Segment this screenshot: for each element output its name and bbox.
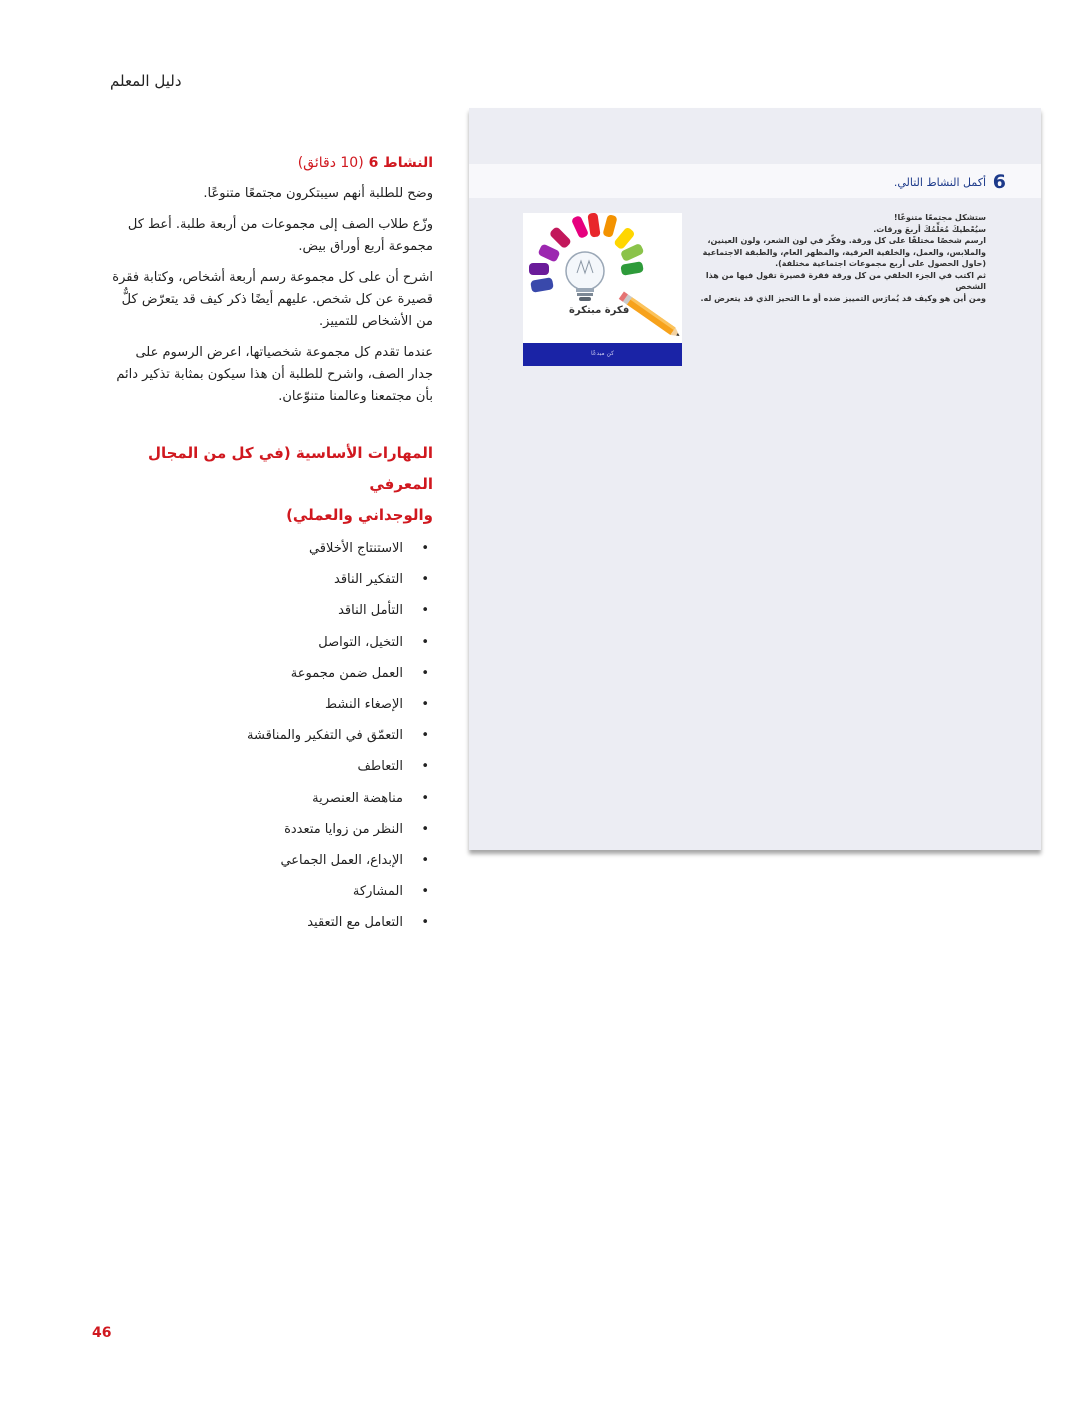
skills-list xyxy=(108,533,433,938)
activity-title: النشاط 6 xyxy=(368,155,433,171)
activity-duration: (10 دقائق) xyxy=(297,155,364,171)
header-title: دليل المعلم xyxy=(110,72,182,90)
task-title: أكمل النشاط التالي. xyxy=(893,176,986,189)
activity-paragraph-3: اشرح أن على كل مجموعة رسم أربعة أشخاص، وكتابة فقرة قصيرة عن كل شخص. عليهم أيضًا ذكر كيف قد يتعرّض كلٌّ من الأشخاص للتمييز. xyxy=(112,270,433,329)
skills-heading-line-1: المهارات الأساسية (في كل من المجال المعرفي xyxy=(147,444,433,493)
skills-heading-line-2: والوجداني والعملي) xyxy=(286,506,433,524)
skill-item: • الاستنتاج الأخلاقي xyxy=(108,533,433,564)
idea-card xyxy=(523,213,682,366)
skill-item: • التفكير الناقد xyxy=(108,564,433,595)
task-instructions xyxy=(694,212,986,304)
skill-item: • التعامل مع التعقيد xyxy=(108,907,433,938)
skill-item: • التعمّق في التفكير والمناقشة xyxy=(108,720,433,751)
task-line: ثم اكتب في الجزء الخلفي من كل ورقة فقرة قصيرة تقول فيها من هذا الشخص xyxy=(705,270,986,291)
skill-item: • المشاركة xyxy=(108,876,433,907)
skill-item: • الإصغاء النشط xyxy=(108,689,433,720)
page-number: 46 xyxy=(92,1325,112,1341)
card-footer-bar xyxy=(523,343,682,366)
idea-illustration xyxy=(523,213,682,343)
skills-heading xyxy=(108,438,433,531)
task-line: ستشكل مجتمعًا متنوعًا! xyxy=(893,213,986,222)
lightbulb-icon xyxy=(566,252,604,301)
skill-item: • النظر من زوايا متعددة xyxy=(108,814,433,845)
skill-item: • مناهضة العنصرية xyxy=(108,783,433,814)
student-page-panel xyxy=(469,108,1041,850)
activity-heading xyxy=(108,155,433,171)
task-line: ارسم شخصًا مختلفًا على كل ورقة. وفكّر في لون الشعر، ولون العينين، xyxy=(707,236,986,245)
activity-paragraph-1: وضح للطلبة أنهم سيبتكرون مجتمعًا متنوعًا. xyxy=(203,186,433,201)
skill-item: • التأمل الناقد xyxy=(108,595,433,626)
task-line: سيُعْطيكَ مُعَلِّمُكَ أربعَ ورقات. xyxy=(873,224,986,234)
task-number: 6 xyxy=(992,171,1006,193)
task-line: والملابس، والعمل، والخلفية العرقية، والمظهر العام، والطبقة الاجتماعية xyxy=(702,247,986,257)
card-footer-text: كن مبدعًا xyxy=(591,350,614,357)
skill-item: • العمل ضمن مجموعة xyxy=(108,658,433,689)
skill-item: • التعاطف xyxy=(108,751,433,782)
task-line: ومن أين هو وكيف قد يُمارَس التمييز ضده أو ما التحيز الذي قد يتعرض له. xyxy=(700,293,986,303)
task-line: (حاول الحصول على أربع مجموعات اجتماعية مختلفة). xyxy=(775,259,986,268)
skill-item: • الإبداع، العمل الجماعي xyxy=(108,845,433,876)
teacher-text-column xyxy=(108,155,433,938)
activity-paragraph-4: عندما تقدم كل مجموعة شخصياتها، اعرض الرسوم على جدار الصف، واشرح للطلبة أن هذا سيكون بمثابة تذكير دائم بأن مجتمعنا وعالمنا متنوّعان. xyxy=(116,345,433,404)
activity-paragraph-2: وزّع طلاب الصف إلى مجموعات من أربعة طلبة. أعط كل مجموعة أربع أوراق بيض. xyxy=(127,217,433,254)
card-caption: فكرة مبتكرة xyxy=(569,305,630,316)
skill-item: • التخيل، التواصل xyxy=(108,627,433,658)
